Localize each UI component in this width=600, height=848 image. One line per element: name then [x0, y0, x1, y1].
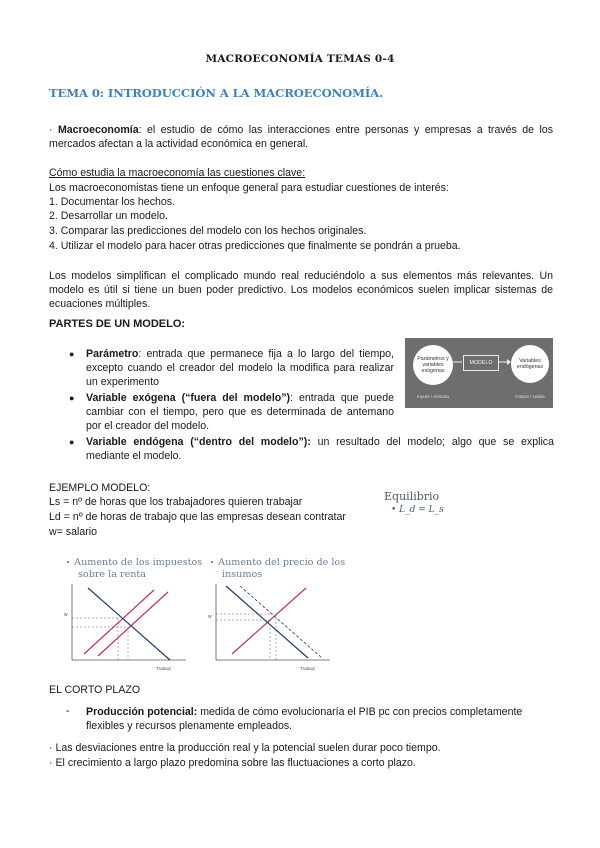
parts-heading: PARTES DE UN MODELO: — [49, 318, 186, 330]
item-text: : entrada que permanece fija a lo largo del tiempo, excepto cuando el creador del modelo la modifica para realizar un experimento — [86, 348, 394, 388]
item-term: Variable exógena (“fuera del modelo”) — [86, 392, 291, 404]
intro-text: : el estudio de cómo las interacciones entre personas y empresas a través de los mercados afectan a la actividad económica en general. — [49, 124, 553, 150]
short-run-note-1: · Las desviaciones entre la producción real y la potencial suelen durar poco tiempo. — [49, 742, 441, 754]
parts-item-exogena — [86, 391, 394, 433]
item-term: Parámetro — [86, 348, 139, 360]
example-line-ld: Ld = nº de horas de trabajo que las empresas desean contratar — [49, 511, 346, 523]
step-2: 2. Desarrollar un modelo. — [49, 210, 168, 222]
section-heading: TEMA 0: INTRODUCCIÓN A LA MACROECONOMÍA. — [49, 86, 384, 100]
item-text: un resultado del modelo; algo que se explica mediante el modelo. — [86, 436, 554, 462]
item-term: Producción potencial: — [86, 706, 198, 718]
bullet-dot: ● — [69, 349, 75, 359]
how-studies-heading: Cómo estudia la macroeconomía las cuestiones clave: — [49, 167, 306, 179]
graph-1-x-label: Trabajo — [156, 666, 172, 671]
dash-marker: - — [66, 705, 70, 717]
how-studies-lead: Los macroeconomistas tiene un enfoque general para estudiar cuestiones de interés: — [49, 182, 449, 194]
graph-1 — [62, 582, 192, 672]
graph-2-supply-curve — [232, 588, 306, 654]
diagram-right-caption: Output / salida — [515, 394, 545, 399]
equilibrium-formula: • L_d = L_s — [391, 505, 444, 515]
graph-1-title-line1: Aumento de los impuestos — [74, 557, 203, 568]
example-heading: EJEMPLO MODELO: — [49, 482, 151, 494]
graph-2 — [206, 582, 336, 672]
intro-term: Macroeconomía — [57, 124, 139, 136]
graph-1-y-label: w — [64, 612, 68, 618]
intro-prefix: · — [49, 124, 58, 136]
bullet-icon: • — [66, 559, 71, 567]
item-text: : entrada que puede cambiar con el tiempo, pero que es determinada de antemano por el creador del modelo. — [86, 392, 394, 432]
models-paragraph: Los modelos simplifican el complicado mundo real reduciéndolo a sus elementos más relevantes. Un modelo es útil si tiene un buen poder predictivo. Los modelos económicos suelen implicar sistemas de ecuaciones múltiples. — [49, 270, 553, 310]
parts-item-endogena — [86, 435, 554, 463]
diagram-left-node: Parámetros y variables exógenas — [413, 345, 453, 385]
graph-2-title — [210, 557, 345, 580]
graph-2-y-label: w — [208, 614, 212, 620]
graph-1-title-line2: sobre la renta — [78, 569, 147, 580]
graph-1-supply-curve — [84, 590, 154, 654]
short-run-note-2: · El crecimiento a largo plazo predomina sobre las fluctuaciones a corto plazo. — [49, 757, 416, 769]
diagram-left-caption: Inputs / entrada — [417, 394, 449, 399]
intro-paragraph — [49, 123, 553, 151]
diagram-center-box: MODELO — [463, 355, 499, 371]
short-run-heading: EL CORTO PLAZO — [49, 684, 141, 696]
step-4: 4. Utilizar el modelo para hacer otras predicciones que finalmente se pondrán a prueba. — [49, 240, 461, 252]
graph-1-supply-curve-shifted — [98, 592, 168, 656]
short-run-item — [86, 705, 554, 733]
item-term: Variable endógena (“dentro del modelo”): — [86, 436, 311, 448]
equilibrium-title: Equilibrio — [384, 490, 440, 503]
parts-item-parametro — [86, 347, 394, 389]
example-line-ls: Ls = nº de horas que los trabajadores quieren trabajar — [49, 496, 303, 508]
graph-1-title — [66, 557, 202, 580]
step-3: 3. Comparar las predicciones del modelo con los hechos originales. — [49, 225, 367, 237]
bullet-dot: ● — [69, 393, 75, 403]
bullet-icon: • — [210, 559, 215, 567]
example-line-w: w= salario — [49, 526, 97, 538]
diagram-right-node: Variables endógenas — [511, 345, 549, 383]
item-text: medida de cómo evolucionaría el PIB pc con precios completamente flexibles y recursos plenamente empleados. — [86, 706, 523, 732]
graph-1-demand-curve — [88, 588, 170, 660]
graph-2-x-label: Trabajo — [300, 666, 316, 671]
graph-2-title-line1: Aumento del precio de los — [218, 557, 346, 568]
step-1: 1. Documentar los hechos. — [49, 196, 176, 208]
graph-2-title-line2: insumos — [222, 569, 263, 580]
model-diagram — [405, 338, 553, 408]
graph-2-demand-curve-shifted — [240, 586, 322, 658]
bullet-dot: ● — [69, 437, 75, 447]
page-title: MACROECONOMÍA TEMAS 0-4 — [205, 53, 395, 65]
